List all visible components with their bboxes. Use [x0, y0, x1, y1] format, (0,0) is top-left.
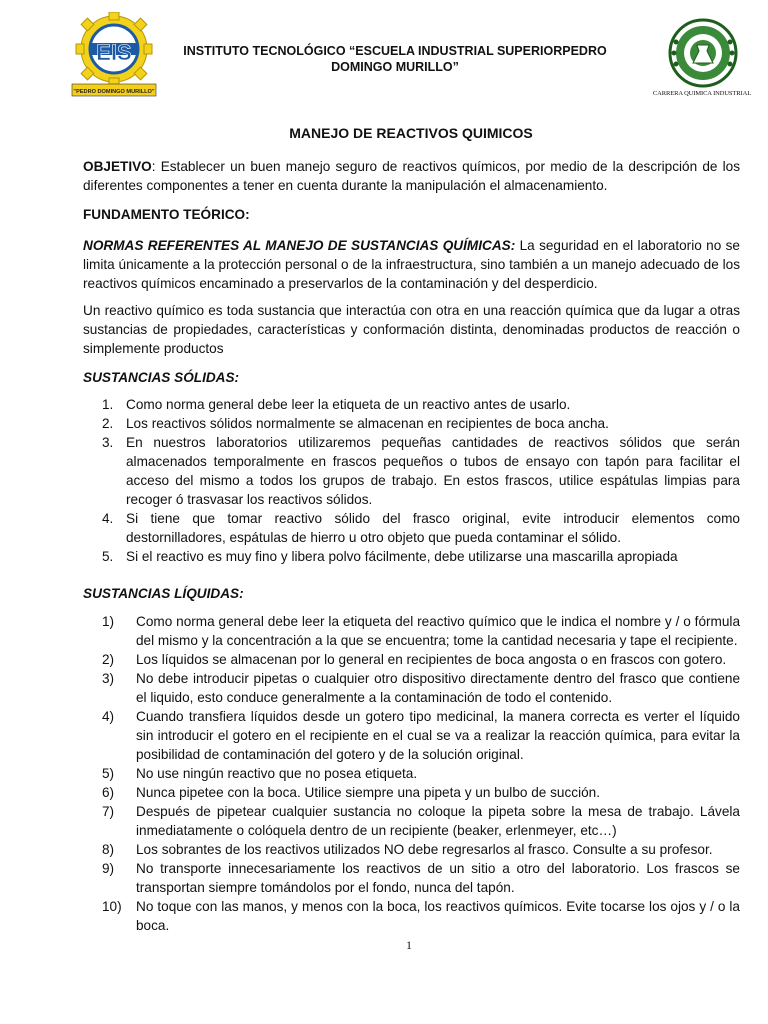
objective-label: OBJETIVO — [83, 159, 152, 174]
normas-heading: NORMAS REFERENTES AL MANEJO DE SUSTANCIAS QUÍMICAS: — [83, 238, 516, 253]
career-seal-logo — [668, 18, 738, 88]
logo-ribbon-text: "PEDRO DOMINGO MURILLO" — [73, 89, 155, 95]
gear-icon — [76, 12, 152, 86]
solidas-list — [83, 395, 740, 566]
school-logo — [70, 12, 158, 98]
career-caption: CARRERA QUIMICA INDUSTRIAL — [652, 90, 752, 97]
document-title: MANEJO DE REACTIVOS QUIMICOS — [289, 125, 533, 141]
list-item: 3. En nuestros laboratorios utilizaremos pequeñas cantidades de reactivos sólidos que serán almacenados temporalmente en frascos pequeños o tubos de ensayo con tapón para facilitar el acceso del mismo a todos los grupos de trabajo. En estos frascos, utilice espátulas limpias para recoger ó trasvasar los reactivos sólidos. — [102, 435, 740, 507]
list-item: 2) Los líquidos se almacenan por lo general en recipientes de boca angosta o en frascos con gotero. — [102, 652, 727, 667]
document-body — [83, 157, 740, 935]
institute-title: INSTITUTO TECNOLÓGICO “ESCUELA INDUSTRIAL SUPERIORPEDRO DOMINGO MURILLO” — [183, 44, 607, 74]
page-number: 1 — [406, 938, 412, 952]
list-item: 8) Los sobrantes de los reactivos utilizados NO debe regresarlos al frasco. Consulte a su profesor. — [102, 842, 713, 857]
objective-paragraph — [83, 157, 740, 195]
list-item: 9) No transporte innecesariamente los reactivos de un sitio a otro del laboratorio. Los frascos se transportan siempre tomándolos por el fondo, nunca del tapón. — [102, 861, 740, 895]
list-item: 5) No use ningún reactivo que no posea etiqueta. — [102, 766, 418, 781]
list-item: 1. Como norma general debe leer la etiqueta de un reactivo antes de usarlo. — [102, 397, 571, 412]
solidas-heading: SUSTANCIAS SÓLIDAS: — [83, 370, 240, 385]
svg-text:EIS: EIS — [96, 40, 132, 65]
list-item: 6) Nunca pipetee con la boca. Utilice siempre una pipeta y un bulbo de succión. — [102, 785, 600, 800]
list-item: 7) Después de pipetear cualquier sustancia no coloque la pipeta sobre la mesa de trabajo. Lávela inmediatamente o colóquela dentro de un recipiente (beaker, erlenmeyer, etc…) — [102, 804, 740, 838]
list-item: 10) No toque con las manos, y menos con la boca, los reactivos químicos. Evite tocarse los ojos y / o la boca. — [102, 899, 740, 933]
fundamento-heading: FUNDAMENTO TEÓRICO: — [83, 207, 250, 222]
liquidas-heading: SUSTANCIAS LÍQUIDAS: — [83, 586, 244, 601]
list-item: 5. Si el reactivo es muy fino y libera polvo fácilmente, debe utilizarse una mascarilla apropiada — [102, 549, 678, 564]
laurel-icon — [670, 20, 736, 86]
reactivo-definition: Un reactivo químico es toda sustancia que interactúa con otra en una reacción química que da lugar a otras sustancias de propiedades, características y conformación distinta, denominadas productos de reacción o simplemente productos — [83, 303, 740, 356]
list-item: 2. Los reactivos sólidos normalmente se almacenan en recipientes de boca ancha. — [102, 416, 609, 431]
objective-text: : Establecer un buen manejo seguro de reactivos químicos, por medio de la descripción de los diferentes componentes a tener en cuenta durante la manipulación el almacenamiento. — [83, 159, 740, 193]
list-item: 4) Cuando transfiera líquidos desde un gotero tipo medicinal, la manera correcta es verter el líquido sin introducir el gotero en el recipiente en el cual se va a realizar la reacción química, para evitar la posibilidad de contaminación del gotero y de la solución original. — [102, 709, 740, 762]
list-item: 4. Si tiene que tomar reactivo sólido del frasco original, evite introducir elementos como destornilladores, espátulas de hierro u otro objeto que pueda contaminar el sólido. — [102, 511, 740, 545]
normas-text: La seguridad en el laboratorio no se limita únicamente a la protección personal o de la infraestructura, sino también a un manejo adecuado de los reactivos químicos encaminado a preservarlos de la contaminación y del desperdicio. — [83, 238, 740, 291]
normas-paragraph — [83, 236, 740, 293]
list-item: 3) No debe introducir pipetas o cualquier otro dispositivo directamente dentro del frasco que contiene el liquido, esto conduce generalmente a la contaminación de todo el contenido. — [102, 671, 740, 705]
liquidas-list — [83, 612, 740, 935]
list-item: 1) Como norma general debe leer la etiqueta del reactivo químico que le indica el nombre y / o fórmula del mismo y la concentración a la que se encuentra; tome la cantidad necesaria y tape el recipiente. — [102, 614, 740, 648]
